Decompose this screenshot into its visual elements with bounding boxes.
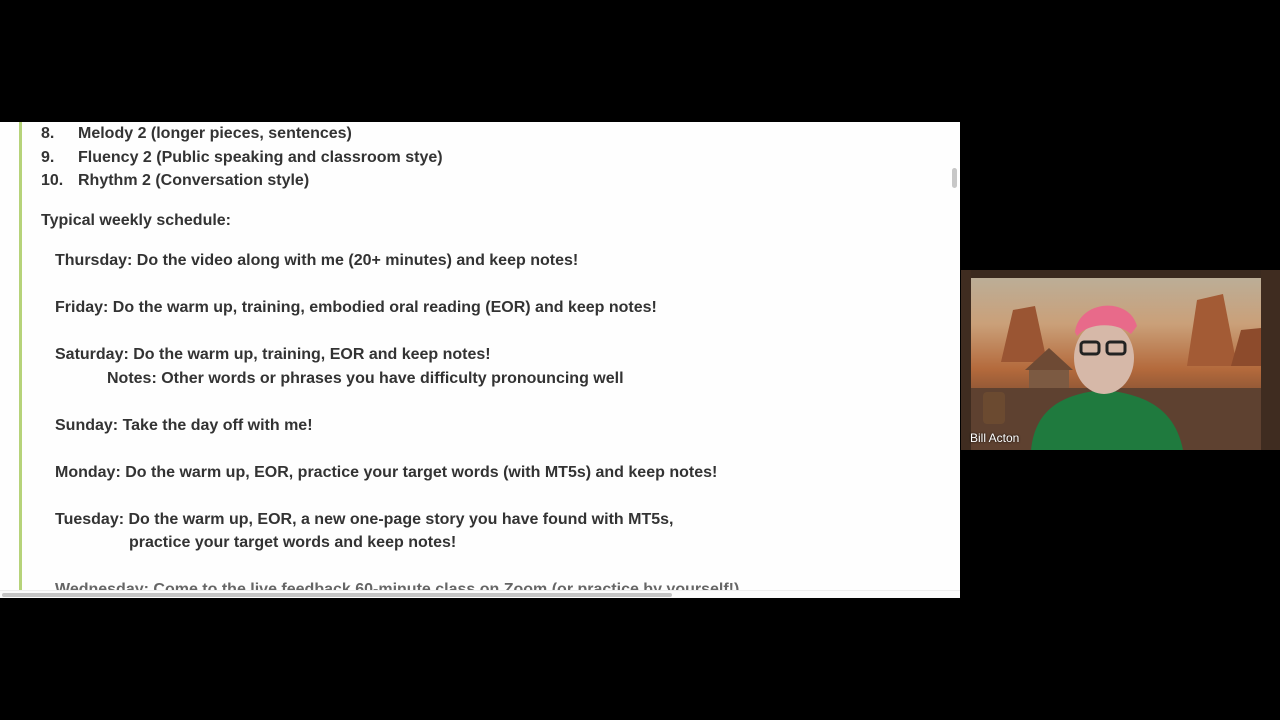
list-item-label: Rhythm 2 (Conversation style) <box>78 172 310 189</box>
rock-formation-right <box>1187 294 1237 366</box>
schedule-saturday-notes: Notes: Other words or phrases you have difficulty pronouncing well <box>107 370 624 387</box>
vertical-scrollbar[interactable] <box>952 168 957 188</box>
person-head <box>1074 322 1134 394</box>
porch-post-right <box>1261 270 1280 450</box>
schedule-tuesday: Tuesday: Do the warm up, EOR, a new one-page story you have found with MT5s, <box>55 511 674 528</box>
barrel <box>983 392 1005 424</box>
horizontal-scrollbar[interactable] <box>0 590 960 598</box>
document-accent-bar <box>19 122 22 590</box>
list-item-label: Melody 2 (longer pieces, sentences) <box>78 125 352 142</box>
schedule-thursday: Thursday: Do the video along with me (20+ minutes) and keep notes! <box>55 252 579 269</box>
schedule-saturday: Saturday: Do the warm up, training, EOR and keep notes! <box>55 346 491 363</box>
video-scene <box>961 270 1280 450</box>
participant-name-label: Bill Acton <box>970 431 1020 445</box>
list-item-label: Fluency 2 (Public speaking and classroom stye) <box>78 149 443 166</box>
participant-video-tile[interactable] <box>961 270 1280 450</box>
rock-formation-left <box>1001 306 1047 362</box>
shared-document[interactable] <box>0 122 960 598</box>
schedule-sunday: Sunday: Take the day off with me! <box>55 417 313 434</box>
schedule-heading: Typical weekly schedule: <box>41 212 232 229</box>
schedule-tuesday-continued: practice your target words and keep notes! <box>129 534 457 551</box>
list-item-number: 10. <box>41 172 64 189</box>
horizontal-scrollbar-thumb[interactable] <box>2 593 672 597</box>
schedule-friday: Friday: Do the warm up, training, embodied oral reading (EOR) and keep notes! <box>55 299 657 316</box>
list-item-number: 9. <box>41 149 55 166</box>
porch-post-left <box>961 270 971 450</box>
list-item-number: 8. <box>41 125 55 142</box>
schedule-monday: Monday: Do the warm up, EOR, practice your target words (with MT5s) and keep notes! <box>55 464 718 481</box>
porch-beam <box>961 270 1280 278</box>
